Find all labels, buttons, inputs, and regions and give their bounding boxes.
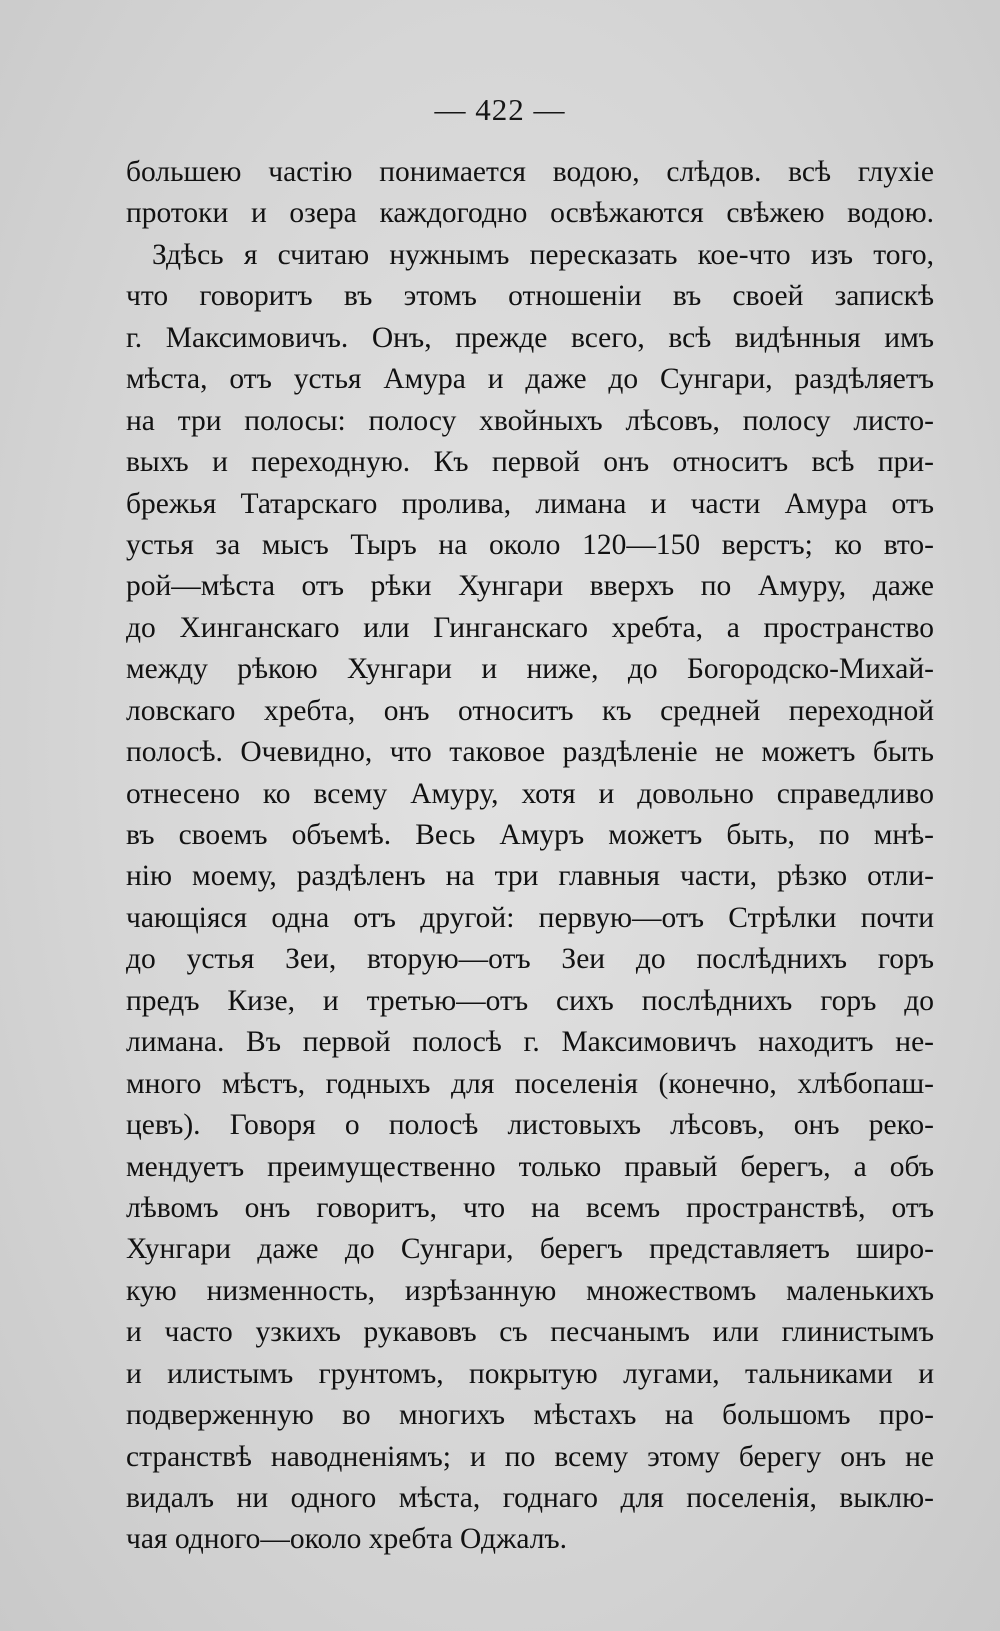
text-line: подверженную во многихъ мѣстахъ на большомъ про- <box>126 1399 934 1432</box>
text-line: что говоритъ въ этомъ отношеніи въ своей запискѣ <box>126 280 934 313</box>
text-line: предъ Кизе, и третью—отъ сихъ послѣднихъ горъ до <box>126 984 934 1017</box>
text-line: протоки и озера каждогодно освѣжаются свѣжею водою. <box>126 197 934 230</box>
text-line: выхъ и переходную. Къ первой онъ относитъ всѣ при- <box>126 446 934 479</box>
text-line: Хунгари даже до Сунгари, берегъ представляетъ широ- <box>126 1233 934 1266</box>
text-line: цевъ). Говоря о полосѣ листовыхъ лѣсовъ, онъ реко- <box>126 1109 934 1142</box>
text-line: въ своемъ объемѣ. Весь Амуръ можетъ быть, по мнѣ- <box>126 819 934 851</box>
text-line: много мѣстъ, годныхъ для поселенія (конечно, хлѣбопаш- <box>126 1067 934 1100</box>
text-line: полосѣ. Очевидно, что таковое раздѣленіе не можетъ быть <box>126 736 934 769</box>
text-line: видалъ ни одного мѣста, годнаго для поселенія, выклю- <box>126 1482 934 1514</box>
text-line: чая одного—около хребта Оджалъ. <box>126 1523 568 1556</box>
text-line: до устья Зеи, вторую—отъ Зеи до послѣднихъ горъ <box>126 943 934 976</box>
page-number: — 422 — <box>434 92 566 127</box>
text-line: и илистымъ грунтомъ, покрытую лугами, тальниками и <box>126 1357 934 1390</box>
text-line: кую низменность, изрѣзанную множествомъ маленькихъ <box>126 1274 934 1307</box>
text-line: ловскаго хребта, онъ относитъ къ средней переходной <box>126 694 934 727</box>
text-line: до Хинганскаго или Гинганскаго хребта, а пространство <box>126 611 934 644</box>
text-line: между рѣкою Хунгари и ниже, до Богородско-Михай- <box>126 653 934 686</box>
text-line: брежья Татарскаго пролива, лимана и части Амура отъ <box>126 487 934 520</box>
text-line: г. Максимовичъ. Онъ, прежде всего, всѣ видѣнныя имъ <box>126 321 934 354</box>
text-line: и часто узкихъ рукавовъ съ песчанымъ или глинистымъ <box>126 1316 934 1349</box>
text-line: рой—мѣста отъ рѣки Хунгари вверхъ по Амуру, даже <box>126 570 934 603</box>
text-line: чающіяся одна отъ другой: первую—отъ Стрѣлки почти <box>126 901 934 934</box>
text-line: Здѣсь я считаю нужнымъ пересказать кое-что изъ того, <box>152 238 934 271</box>
text-line: мѣста, отъ устья Амура и даже до Сунгари, раздѣляетъ <box>126 363 934 396</box>
text-line: большею частію понимается водою, слѣдов. всѣ глухіе <box>126 156 934 188</box>
body-text <box>126 152 934 1561</box>
text-line: на три полосы: полосу хвойныхъ лѣсовъ, полосу листо- <box>126 404 934 437</box>
text-line: мендуетъ преимущественно только правый берегъ, а объ <box>126 1150 934 1183</box>
text-line: лимана. Въ первой полосѣ г. Максимовичъ находитъ не- <box>126 1026 934 1059</box>
text-line: лѣвомъ онъ говоритъ, что на всемъ пространствѣ, отъ <box>126 1191 934 1224</box>
text-line: устья за мысъ Тыръ на около 120—150 верстъ; ко вто- <box>126 528 934 561</box>
text-line: отнесено ко всему Амуру, хотя и довольно справедливо <box>126 777 934 810</box>
text-line: странствѣ наводненіямъ; и по всему этому берегу онъ не <box>126 1440 934 1473</box>
text-line: нію моему, раздѣленъ на три главныя части, рѣзко отли- <box>126 860 934 893</box>
